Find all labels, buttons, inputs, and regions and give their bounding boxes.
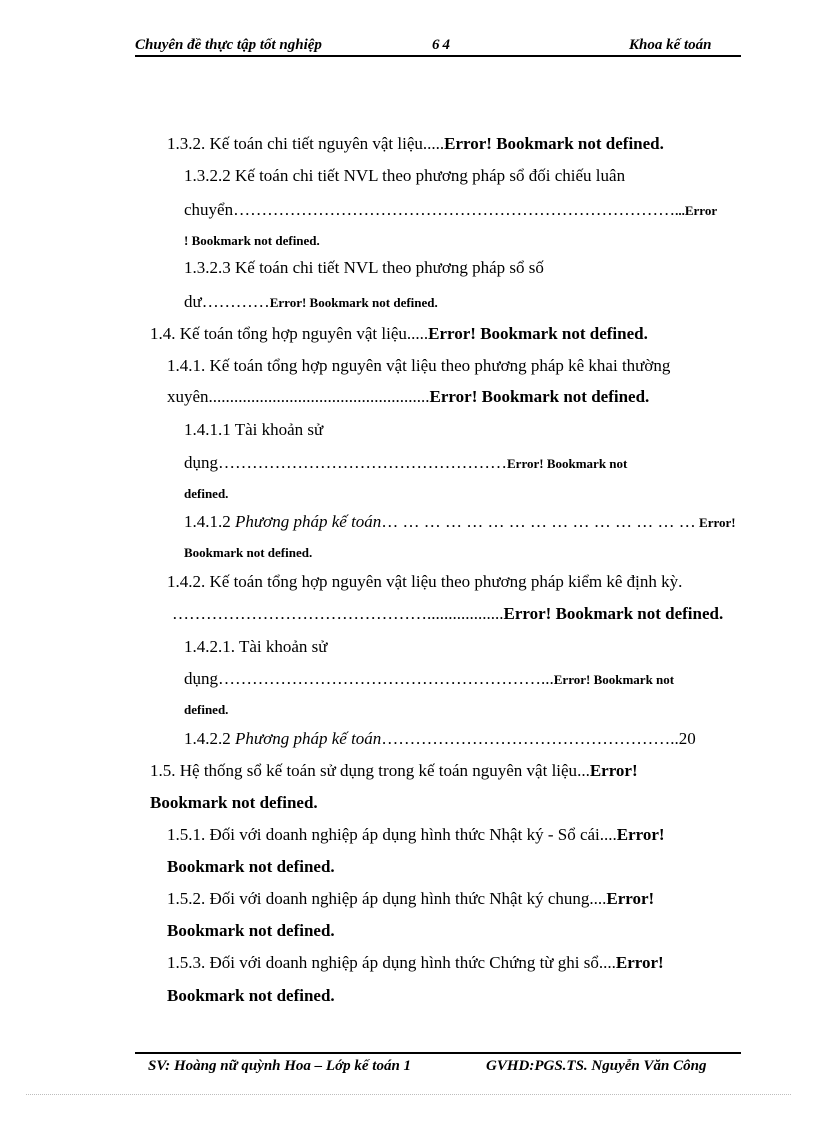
toc-entry-title: 1.3.2. Kế toán chi tiết nguyên vật liệu [167, 134, 423, 153]
toc-line [167, 387, 649, 407]
toc-entry-title: 1.3.2.2 Kế toán chi tiết NVL theo phương pháp sổ đối chiếu luân [184, 166, 626, 185]
toc-bookmark-error: Error! [606, 889, 655, 908]
toc-line [184, 699, 228, 720]
toc-line [167, 356, 670, 376]
toc-leader-dots: ……………………………………….................. [172, 604, 504, 623]
toc-page-number: 20 [678, 729, 696, 748]
toc-leader-dots: .... [598, 953, 616, 972]
toc-bookmark-error: Error! Bookmark not defined. [428, 324, 648, 343]
toc-leader-dots: …………………………………………….. [381, 729, 679, 748]
header-right: Khoa kế toán [629, 37, 712, 53]
footer-left: SV: Hoàng nữ quỳnh Hoa – Lớp kế toán 1 [148, 1058, 412, 1074]
toc-line [184, 420, 323, 440]
toc-line [184, 542, 312, 563]
toc-leader-dots: …………………………………………………………………… [233, 200, 676, 219]
toc-entry-title-italic: Phương pháp kế toán [235, 512, 382, 531]
toc-bookmark-error: Bookmark not defined. [150, 793, 318, 812]
toc-leader-dots: … … … … … … … … … … … … … … … [381, 512, 696, 531]
toc-line [184, 200, 717, 221]
toc-bookmark-error: Error! [616, 825, 665, 844]
toc-line [167, 921, 335, 941]
toc-line [184, 166, 625, 186]
toc-line [184, 258, 544, 278]
toc-bookmark-error: Error! Bookmark not [507, 456, 628, 471]
header-left: Chuyên đề thực tập tốt nghiệp [135, 37, 322, 53]
toc-entry-title: 1.5.3. Đối với doanh nghiệp áp dụng hình thức Chứng từ ghi sổ [167, 953, 599, 972]
toc-entry-title: chuyển [184, 200, 234, 219]
toc-entry-title: 1.4.1. Kế toán tổng hợp nguyên vật liệu theo phương pháp kê khai thường [167, 356, 671, 375]
toc-leader-dots: ..... [406, 324, 429, 343]
toc-line [184, 453, 627, 474]
toc-line [184, 292, 438, 313]
toc-line [167, 986, 335, 1006]
toc-entry-title: 1.5.1. Đối với doanh nghiệp áp dụng hình thức Nhật ký - Sổ cái [167, 825, 600, 844]
toc-line [167, 857, 335, 877]
header-page-number: 64 [432, 37, 453, 53]
toc-leader-dots: …………………………………………………... [218, 669, 554, 688]
toc-bookmark-error: ! Bookmark not defined. [184, 233, 320, 248]
toc-leader-dots: …………………………………………… [218, 453, 507, 472]
toc-entry-title: 1.5.2. Đối với doanh nghiệp áp dụng hình thức Nhật ký chung [167, 889, 590, 908]
toc-line [184, 512, 736, 533]
footer-rule [135, 1052, 741, 1054]
toc-line [167, 134, 664, 154]
toc-leader-dots: .... [589, 889, 607, 908]
page-edge-divider [26, 1094, 791, 1095]
toc-bookmark-error: Error! Bookmark not defined. [429, 387, 650, 406]
toc-entry-title: xuyên [167, 387, 209, 406]
toc-line [167, 572, 682, 592]
toc-line [150, 793, 318, 813]
toc-leader-dots: ... [577, 761, 590, 780]
toc-line [184, 637, 327, 657]
toc-line [150, 324, 648, 344]
toc-entry-title: 1.4.1.2 [184, 512, 235, 531]
toc-entry-title: 1.4.1.1 Tài khoản sử [184, 420, 324, 439]
toc-entry-title: dụng [184, 669, 218, 688]
toc-entry-title: dụng [184, 453, 218, 472]
toc-leader-dots: ………… [201, 292, 270, 311]
toc-entry-title-italic: Phương pháp kế toán [235, 729, 382, 748]
footer-right: GVHD:PGS.TS. Nguyễn Văn Công [486, 1058, 707, 1074]
toc-line [172, 604, 723, 624]
toc-bookmark-error: Error! Bookmark not defined. [269, 295, 438, 310]
toc-line [184, 230, 320, 251]
toc-entry-title: 1.5. Hệ thống sổ kế toán sử dụng trong kế toán nguyên vật liệu [150, 761, 578, 780]
toc-entry-title: 1.4.2.1. Tài khoản sử [184, 637, 328, 656]
toc-bookmark-error: Bookmark not defined. [184, 545, 313, 560]
toc-leader-dots: .................................................... [208, 387, 430, 406]
toc-bookmark-error: Error! Bookmark not defined. [503, 604, 724, 623]
toc-bookmark-error: defined. [184, 486, 229, 501]
toc-line [167, 825, 665, 845]
toc-bookmark-error: Bookmark not defined. [167, 986, 335, 1005]
toc-line [167, 889, 654, 909]
toc-bookmark-error: Error! Bookmark not defined. [444, 134, 664, 153]
toc-entry-title: dư [184, 292, 202, 311]
toc-bookmark-error: Error! [589, 761, 638, 780]
toc-entry-title: 1.4. Kế toán tổng hợp nguyên vật liệu [150, 324, 407, 343]
toc-entry-title: 1.4.2.2 [184, 729, 235, 748]
toc-line [150, 761, 638, 781]
toc-bookmark-error: ...Error [675, 203, 718, 218]
toc-bookmark-error: Error! [615, 953, 664, 972]
toc-line [184, 669, 674, 690]
toc-bookmark-error: Bookmark not defined. [167, 921, 335, 940]
toc-line [167, 953, 664, 973]
toc-bookmark-error: Error! [695, 515, 736, 530]
toc-leader-dots: .... [599, 825, 617, 844]
toc-line [184, 729, 696, 749]
toc-entry-title: 1.4.2. Kế toán tổng hợp nguyên vật liệu theo phương pháp kiểm kê định kỳ. [167, 572, 683, 591]
toc-line [184, 483, 228, 504]
toc-bookmark-error: Bookmark not defined. [167, 857, 335, 876]
toc-bookmark-error: defined. [184, 702, 229, 717]
header-rule [135, 55, 741, 57]
toc-leader-dots: ..... [422, 134, 445, 153]
toc-entry-title: 1.3.2.3 Kế toán chi tiết NVL theo phương pháp sổ số [184, 258, 544, 277]
toc-bookmark-error: Error! Bookmark not [553, 672, 675, 687]
